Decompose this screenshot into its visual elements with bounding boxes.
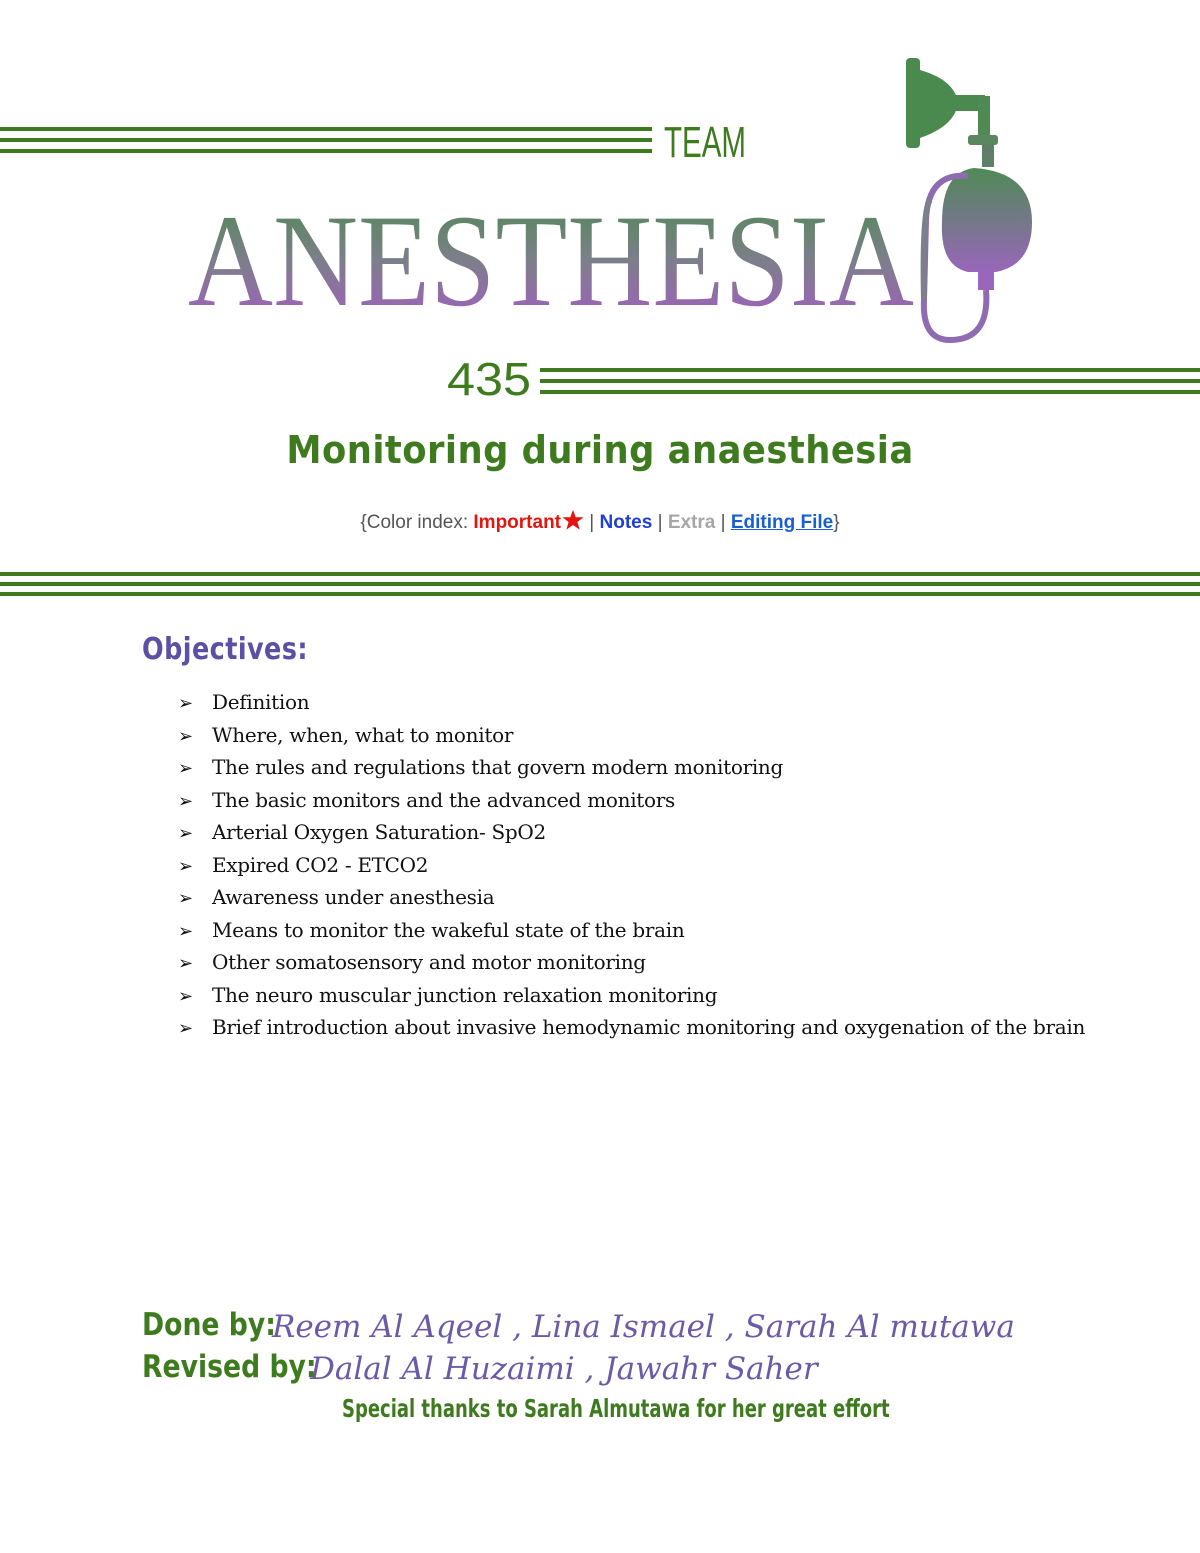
logo-team-text: TEAM	[664, 118, 746, 167]
arrow-bullet-icon: ➢	[178, 790, 193, 812]
color-index-extra: Extra	[667, 512, 716, 533]
arrow-bullet-icon: ➢	[178, 1018, 193, 1039]
revised-by-line	[142, 1349, 818, 1387]
list-item	[178, 1012, 1085, 1045]
color-index-suffix: }	[833, 512, 840, 533]
color-index-important: Important	[473, 512, 562, 533]
list-item	[178, 882, 1085, 915]
list-item	[178, 980, 1085, 1013]
objectives-heading: Objectives:	[142, 632, 308, 667]
list-item	[178, 817, 1085, 850]
arrow-bullet-icon: ➢	[178, 953, 193, 974]
list-item	[178, 850, 1085, 883]
logo-anesthesia-text: ANESTHESIA	[188, 187, 914, 334]
anesthesia-mask-icon	[906, 58, 1032, 340]
list-item	[178, 687, 1085, 720]
color-index-separator: |	[584, 512, 600, 533]
list-item-text: Brief introduction about invasive hemodynamic monitoring and oxygenation of the brain	[212, 1015, 1086, 1039]
list-item-text: Arterial Oxygen Saturation- SpO2	[212, 820, 546, 844]
special-thanks: Special thanks to Sarah Almutawa for her great effort	[342, 1394, 890, 1423]
editing-file-link[interactable]: Editing File	[730, 512, 834, 533]
color-index-notes: Notes	[599, 512, 653, 533]
page-title: Monitoring during anaesthesia	[286, 428, 914, 472]
list-item	[178, 720, 1085, 753]
arrow-bullet-icon: ➢	[178, 725, 193, 747]
list-item	[178, 785, 1085, 818]
arrow-bullet-icon: ➢	[178, 823, 193, 844]
done-by-line	[142, 1307, 1015, 1345]
team-anesthesia-logo	[0, 40, 1200, 420]
done-by-label: Done by:	[142, 1307, 276, 1343]
header-lines-right	[540, 370, 1200, 392]
color-index	[0, 509, 1200, 534]
list-item-text: Means to monitor the wakeful state of the brain	[212, 917, 685, 942]
list-item	[178, 752, 1085, 785]
list-item-text: Awareness under anesthesia	[212, 885, 495, 909]
list-item	[178, 947, 1085, 980]
done-by-names: Reem Al Aqeel , Lina Ismael , Sarah Al mutawa	[272, 1309, 1015, 1345]
arrow-bullet-icon: ➢	[178, 888, 193, 909]
arrow-bullet-icon: ➢	[178, 758, 193, 779]
arrow-bullet-icon: ➢	[178, 920, 193, 942]
arrow-bullet-icon: ➢	[178, 855, 193, 877]
color-index-separator: |	[652, 512, 668, 533]
list-item-text: Other somatosensory and motor monitoring	[212, 950, 646, 974]
list-item-text: Definition	[212, 690, 310, 714]
revised-by-label: Revised by:	[142, 1349, 317, 1385]
section-divider	[0, 570, 1200, 600]
revised-by-names: Dalal Al Huzaimi , Jawahr Saher	[310, 1351, 818, 1387]
logo-year-text: 435	[447, 353, 531, 405]
list-item-text: The neuro muscular junction relaxation monitoring	[212, 982, 718, 1007]
list-item-text: Where, when, what to monitor	[212, 722, 514, 747]
arrow-bullet-icon: ➢	[178, 693, 193, 714]
list-item	[178, 915, 1085, 948]
list-item-text: The rules and regulations that govern modern monitoring	[212, 755, 784, 779]
list-item-text: Expired CO2 - ETCO2	[212, 852, 429, 877]
objectives-list	[178, 687, 1085, 1045]
star-icon	[562, 509, 584, 531]
header-lines-left	[0, 129, 652, 151]
color-index-separator: |	[715, 512, 731, 533]
color-index-prefix: {Color index:	[360, 512, 474, 533]
arrow-bullet-icon: ➢	[178, 985, 193, 1007]
list-item-text: The basic monitors and the advanced monitors	[212, 787, 675, 812]
